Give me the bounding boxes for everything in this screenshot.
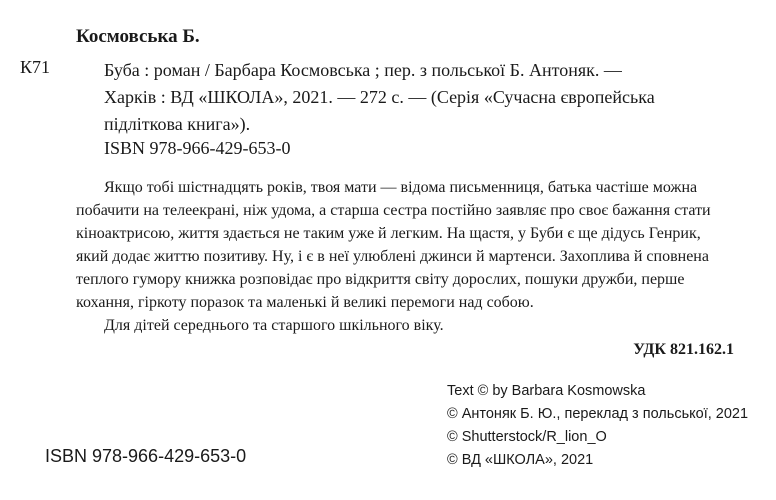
- annotation-line: який додає життю позитиву. Ну, і є в неї улюблені джинси й мартенси. Захоплива й сповнена: [76, 248, 709, 265]
- annotation-line: Якщо тобі шістнадцять років, твоя мати — відома письменниця, батька частіше можна: [104, 179, 698, 196]
- copyright-line: © Антоняк Б. Ю., переклад з польської, 2021: [447, 406, 749, 422]
- annotation-line: теплого гумору книжка розповідає про відкриття світу дорослих, пошуки дружби, перше: [76, 271, 685, 288]
- description-line: підліткова книга»).: [104, 114, 251, 134]
- description-line: Буба : роман / Барбара Космовська ; пер. з польської Б. Антоняк. —: [104, 60, 622, 80]
- copyright-line: © Shutterstock/R_lion_O: [447, 429, 607, 445]
- audience-note: Для дітей середнього та старшого шкільного віку.: [104, 317, 444, 334]
- annotation-line: кохання, гіркоту поразок та маленькі й великі перемоги над собою.: [76, 294, 534, 311]
- copyright-line: © ВД «ШКОЛА», 2021: [447, 452, 594, 468]
- annotation-line: кіноактрисою, життя здається не таким уже й легким. На щастя, у Буби є ще дідусь Генрик,: [76, 225, 701, 242]
- isbn-bottom: ISBN 978-966-429-653-0: [45, 446, 247, 466]
- copyright-line: Text © by Barbara Kosmowska: [447, 383, 646, 399]
- udk-code: УДК 821.162.1: [633, 341, 734, 358]
- annotation: [76, 176, 736, 337]
- catalog-code: К71: [20, 57, 51, 77]
- copyright-block: [447, 380, 748, 472]
- catalog-isbn: ISBN 978-966-429-653-0: [104, 138, 291, 158]
- catalog-author: Космовська Б.: [76, 26, 200, 47]
- description-line: Харків : ВД «ШКОЛА», 2021. — 272 с. — (Серія «Сучасна європейська: [104, 87, 655, 107]
- catalog-description: [76, 57, 736, 138]
- annotation-line: побачити на телеекрані, ніж удома, а старша сестра постійно заявляє про своє бажання стати: [76, 202, 711, 219]
